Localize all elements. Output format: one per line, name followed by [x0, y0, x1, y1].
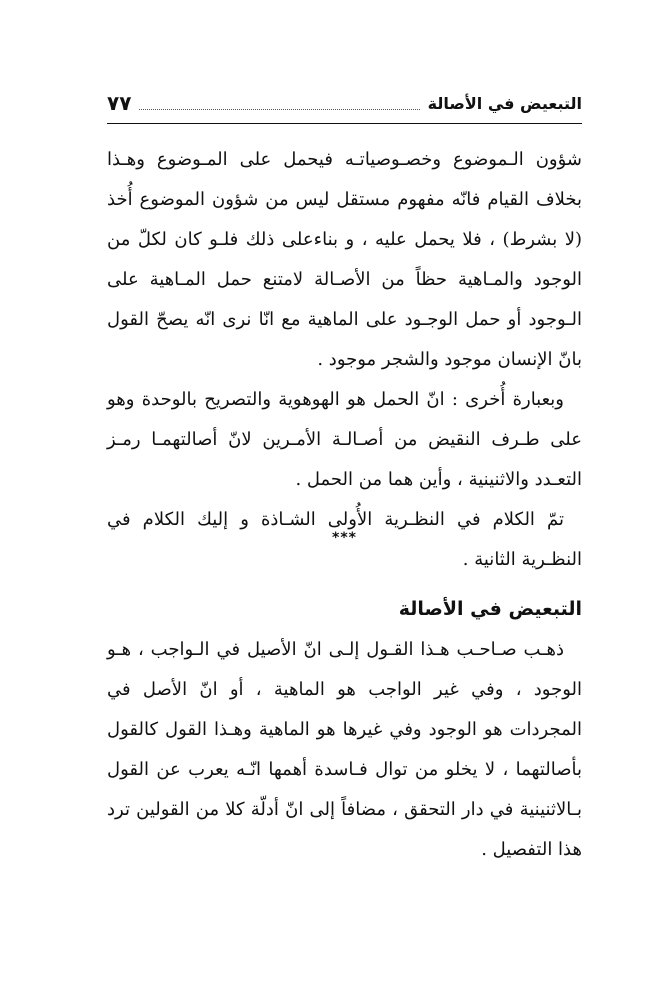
- paragraph: تمّ الكلام في النظـرية الأُولى الشـاذة و إليك الكلام في النظـرية الثانية .: [107, 509, 582, 570]
- section-heading: التبعيض في الأصالة: [398, 598, 582, 620]
- header-rule: [107, 123, 582, 124]
- body-text-block-2: [107, 630, 582, 870]
- paragraph: ذهـب صـاحـب هـذا القـول إلـى انّ الأصيل في الـواجب ، هـو الوجود ، وفي غير الواجب هو الماهية ، أو انّ الأصل في المجردات هو الوجود وفي غيرها هو الماهية وهـذا القول كالقول بأصالتهما ، لا يخلو من توال فـاسدة أهمها انّـه يعرب عن القول بـالاثنينية في دار التحقق ، مضافاً إلى انّ أدلّة كلا من القولين ترد هذا التفصيل .: [107, 639, 582, 860]
- paragraph: شؤون الـموضوع وخصـوصياتـه فيحمل على المـوضوع وهـذا بخلاف القيام فانّه مفهوم مستقل ليس من شؤون الموضوع أُخذ (لا بشرط) ، فلا يحمل عليه ، و بناءعلى ذلك فلـو كان لكلّ من الوجود والمـاهية حظاً من الأصـالة لامتنع حمل المـاهية على الـوجود أو حمل الوجـود على الماهية مع انّا نرى انّه يصحّ القول بانّ الإنسان موجود والشجر موجود .: [107, 149, 582, 370]
- running-title: التبعيض في الأصالة: [427, 93, 582, 113]
- header-dot-leader: [139, 97, 419, 110]
- running-header: [107, 86, 582, 120]
- page-number: ٧٧: [107, 91, 132, 115]
- paragraph: وبعبارة أُخرى : انّ الحمل هو الهوهوية والتصريح بالوحدة وهو على طـرف النقيض من أصـالـة الأمـرين لانّ أصالتهمـا رمـز التعـدد والاثنينية ، وأين هما من الحمل .: [107, 389, 582, 490]
- body-text-block-1: [107, 140, 582, 580]
- section-separator: ***: [332, 530, 357, 546]
